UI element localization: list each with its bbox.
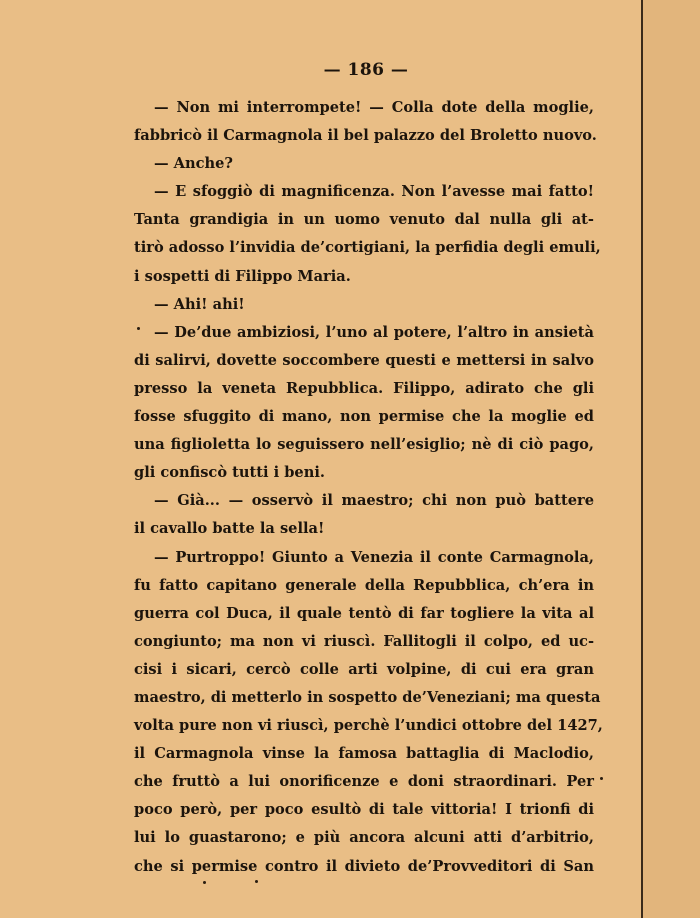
text-line: fu fatto capitano generale della Repubblica, ch’era in [134, 576, 594, 594]
page-fold-line [641, 0, 643, 918]
text-line: il Carmagnola vinse la famosa battaglia di Maclodio, [134, 745, 594, 763]
text-line: — Purtroppo! Giunto a Venezia il conte Carmagnola, [154, 548, 594, 566]
text-line: maestro, di metterlo in sospetto de’Veneziani; ma questa [134, 688, 601, 706]
text-line: il cavallo batte la sella! [134, 520, 325, 538]
text-line: i sospetti di Filippo Maria. [134, 267, 351, 285]
text-line: cisi i sicari, cercò colle arti volpine, di cui era gran [134, 660, 594, 678]
text-line: poco però, per poco esultò di tale vittoria! I trionfi di [134, 801, 594, 819]
text-line: presso la veneta Repubblica. Filippo, adirato che gli [134, 379, 594, 397]
text-line: Tanta grandigia in un uomo venuto dal nulla gli at- [134, 211, 594, 229]
text-line: tirò adosso l’invidia de’cortigiani, la perfidia degli emuli, [134, 239, 601, 257]
text-line: — Anche? [154, 155, 233, 173]
text-line: — Non mi interrompete! — Colla dote della moglie, [154, 99, 594, 116]
text-line: che fruttò a lui onorificenze e doni straordinari. Per [134, 773, 594, 791]
text-line: congiunto; ma non vi riuscì. Fallitogli il colpo, ed uc- [134, 632, 594, 650]
ink-speck [255, 880, 258, 883]
page-number: — 186 — [323, 60, 409, 80]
text-line: di salirvi, dovette soccombere questi e mettersi in salvo [134, 351, 594, 369]
ink-speck [137, 327, 140, 330]
text-line: lui lo guastarono; e più ancora alcuni atti d’arbitrio, [134, 829, 594, 847]
text-line: — E sfoggiò di magnificenza. Non l’avesse mai fatto! [154, 183, 594, 201]
text-line: — Già... — osservò il maestro; chi non può battere [154, 492, 594, 510]
body-text [134, 94, 603, 881]
text-line: una figlioletta lo seguissero nell’esiglio; nè di ciò pago, [134, 436, 594, 454]
ink-speck [600, 777, 603, 780]
ink-speck [203, 881, 206, 884]
text-line: — Ahi! ahi! [154, 295, 245, 313]
text-line: gli confiscò tutti i beni. [134, 464, 325, 482]
text-line: volta pure non vi riuscì, perchè l’undici ottobre del 1427, [134, 717, 603, 735]
text-line: fosse sfuggito di mano, non permise che la moglie ed [134, 408, 594, 426]
text-line: fabbricò il Carmagnola il bel palazzo del Broletto nuovo. [134, 127, 597, 145]
text-line: — De’due ambiziosi, l’uno al potere, l’altro in ansietà [154, 323, 594, 341]
text-line: guerra col Duca, il quale tentò di far togliere la vita al [134, 604, 594, 622]
text-line: che si permise contro il divieto de’Provveditori di San [134, 857, 594, 875]
page-edge-shade [642, 0, 700, 918]
